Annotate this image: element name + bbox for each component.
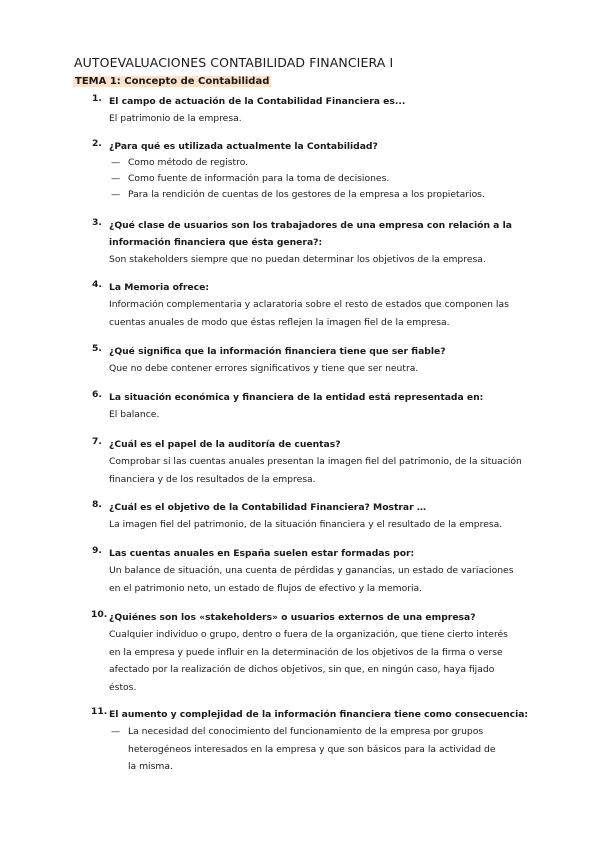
question-text: ¿Cuál es el objetivo de la Contabilidad Financiera? Mostrar … [109, 502, 427, 513]
question-text: El campo de actuación de la Contabilidad Financiera es... [109, 96, 406, 107]
dash-marker: — [111, 173, 121, 185]
question-number: 7. [92, 436, 102, 447]
question-item [92, 343, 532, 378]
answer-bullet-list [92, 155, 532, 204]
question-text-line: información financiera que ésta genera?: [109, 237, 323, 248]
question-item [92, 138, 532, 204]
answer-line: El balance. [109, 409, 160, 420]
question-number: 4. [92, 279, 102, 290]
document-title: AUTOEVALUACIONES CONTABILIDAD FINANCIERA I [74, 55, 394, 70]
question-text: Las cuentas anuales en España suelen estar formadas por: [109, 548, 415, 559]
question-item [92, 217, 532, 269]
answer-line: Que no debe contener errores significativos y tiene que ser neutra. [109, 363, 419, 374]
question-text: El aumento y complejidad de la información financiera tiene como consecuencia: [109, 709, 529, 720]
question-number: 11. [91, 706, 108, 717]
answer-bullet: — Para la rendición de cuentas de los gestores de la empresa a los propietarios. [92, 187, 532, 203]
answer-line: Un balance de situación, una cuenta de pérdidas y ganancias, un estado de variaciones [109, 565, 514, 576]
question-item [92, 93, 532, 128]
question-number: 2. [92, 138, 102, 149]
question-number: 3. [92, 217, 102, 228]
answer-line: cuentas anuales de modo que éstas reflejen la imagen fiel de la empresa. [109, 316, 450, 328]
question-text: ¿Quiénes son los «stakeholders» o usuarios externos de una empresa? [109, 612, 476, 623]
answer-bullet: — Como fuente de información para la toma de decisiones. [92, 171, 532, 187]
answer-dash-line: heterogéneos interesados en la empresa y que son básicos para la actividad de [128, 743, 496, 755]
answer-line: El patrimonio de la empresa. [109, 113, 242, 124]
question-text: La Memoria ofrece: [109, 282, 210, 293]
answer-line: en el patrimonio neto, un estado de flujos de efectivo y la memoria. [109, 582, 423, 594]
answer-line: éstos. [109, 681, 137, 693]
question-item [92, 545, 532, 597]
question-item [92, 706, 532, 776]
question-text-line: ¿Qué clase de usuarios son los trabajadores de una empresa con relación a la [109, 220, 512, 231]
answer-bullet: — Como método de registro. [92, 155, 532, 171]
dash-marker: — [111, 189, 121, 201]
question-text: La situación económica y financiera de la entidad está representada en: [109, 392, 484, 403]
question-number: 6. [92, 389, 102, 400]
answer-line: afectado por la realización de dichos objetivos, sin que, en ningún caso, haya fijado [109, 664, 495, 675]
answer-line: Cualquier individuo o grupo, dentro o fuera de la organización, que tiene cierto interés [109, 629, 508, 640]
answer-line: Son stakeholders siempre que no puedan determinar los objetivos de la empresa. [109, 254, 486, 265]
answer-line: en la empresa y puede influir en la determinación de los objetivos de la firma o verse [109, 646, 503, 658]
answer-line: financiera y de los resultados de la empresa. [109, 473, 316, 485]
question-text: ¿Qué significa que la información financiera tiene que ser fiable? [109, 346, 446, 357]
question-item [92, 389, 532, 424]
dash-marker: — [111, 726, 121, 737]
question-item [92, 436, 532, 488]
question-item [92, 279, 532, 331]
question-item [92, 499, 532, 534]
dash-marker: — [111, 157, 121, 168]
question-number: 8. [92, 499, 102, 510]
question-text: ¿Para qué es utilizada actualmente la Contabilidad? [109, 141, 378, 152]
answer-line: Información complementaria y aclaratoria sobre el resto de estados que componen las [109, 299, 509, 310]
answer-dash-line: la misma. [128, 761, 173, 772]
question-number: 5. [92, 343, 102, 354]
question-number: 9. [92, 545, 102, 556]
question-number: 10. [91, 609, 108, 620]
question-number: 1. [92, 93, 102, 104]
section-heading-highlighted: TEMA 1: Concepto de Contabilidad [75, 76, 270, 87]
answer-dash-line: — La necesidad del conocimiento del funcionamiento de la empresa por grupos [92, 723, 532, 741]
answer-line: La imagen fiel del patrimonio, de la situación financiera y el resultado de la empresa. [109, 519, 503, 530]
answer-line: Comprobar si las cuentas anuales presentan la imagen fiel del patrimonio, de la situación [109, 456, 522, 467]
question-text: ¿Cuál es el papel de la auditoría de cuentas? [109, 439, 341, 450]
question-item [92, 609, 532, 696]
